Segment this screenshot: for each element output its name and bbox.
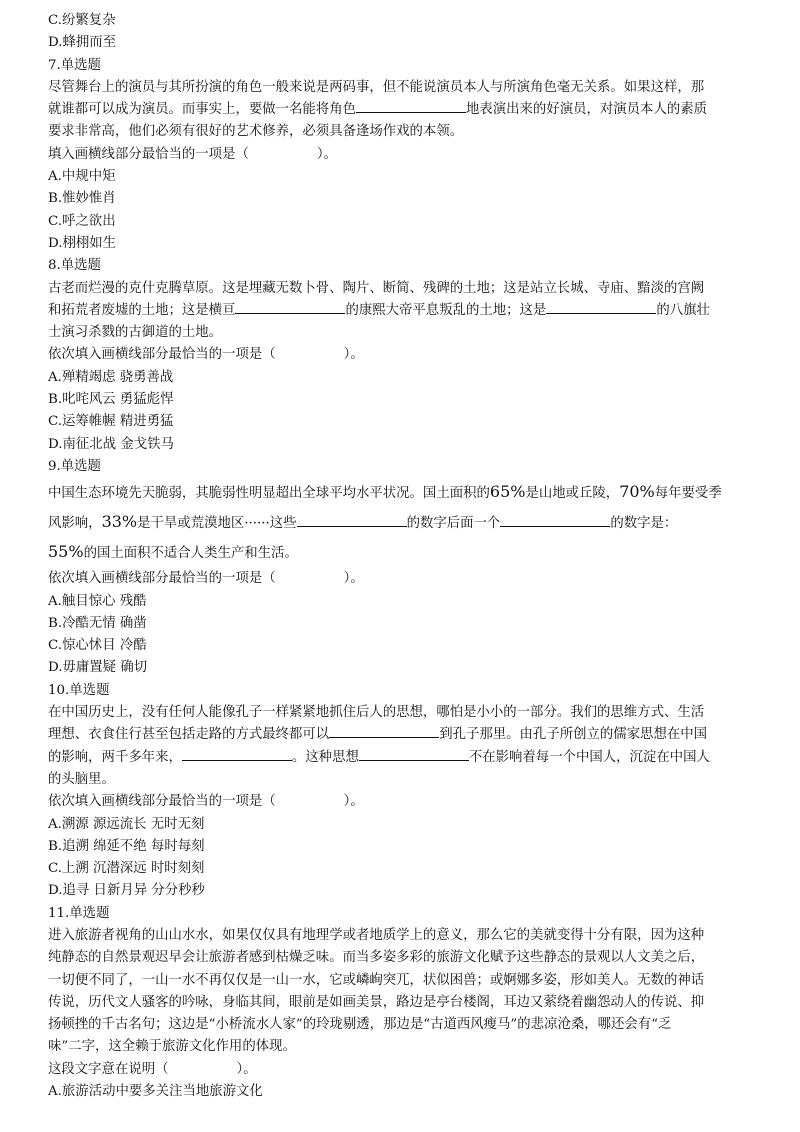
question-10-prompt: 依次填入画横线部分最恰当的一项是（ ）。: [48, 794, 364, 810]
option-a: A.中规中矩: [48, 169, 116, 185]
question-9-text-line: 风影响，33%是干旱或荒漠地区······这些 的数字后面一个 的数字是：: [48, 512, 678, 532]
option-a: A.旅游活动中要多关注当地旅游文化: [48, 1084, 263, 1100]
question-8-header: 8.单选题: [48, 258, 101, 274]
question-10-header: 10.单选题: [48, 682, 110, 698]
percent-value: 70%: [619, 482, 655, 502]
question-7-text-line: 要求非常高，他们必须有很好的艺术修养，必须具备逢场作戏的本领。: [48, 124, 464, 140]
question-11-header: 11.单选题: [48, 905, 110, 921]
question-11-text-line: 味”二字，这全赖于旅游文化作用的体现。: [48, 1039, 296, 1055]
percent-value: 33%: [101, 512, 138, 532]
answer-blank: [297, 514, 407, 527]
question-8-text-line: 和拓荒者废墟的土地；这是横亘 的康熙大帝平息叛乱的土地；这是 的八旗壮: [48, 302, 710, 318]
option-b: B.惟妙惟肖: [48, 191, 116, 207]
question-8-text-line: 士演习杀戮的古御道的土地。: [48, 325, 223, 341]
option-c: C.纷繁复杂: [48, 13, 116, 28]
question-10-text-line: 理想、衣食住行甚至包括走路的方式最终都可以 到孔子那里。由孔子所创立的儒家思想在中国: [48, 727, 708, 743]
question-11-text-line: 纯静态的自然景观迟早会让旅游者感到枯燥乏味。而当多姿多彩的旅游文化赋予这些静态的景观以人文美之后，: [48, 950, 705, 966]
question-7-text-line: 就谁都可以成为演员。而事实上，要做一名能将角色 地表演出来的好演员，对演员本人的素质: [48, 102, 708, 118]
answer-blank: [356, 100, 466, 113]
answer-blank: [235, 301, 345, 314]
question-11-text-line: 进入旅游者视角的山山水水，如果仅仅具有地理学或者地质学上的意义，那么它的美就变得十分有限，因为这种: [48, 927, 705, 943]
option-a: A.触目惊心 残酷: [48, 593, 147, 609]
option-b: B.追溯 绵延不绝 每时每刻: [48, 838, 205, 854]
question-8-prompt: 依次填入画横线部分最恰当的一项是（ ）。: [48, 347, 364, 363]
percent-value: 55%: [48, 542, 84, 562]
question-10-text-line: 的影响，两千多年来， 。这种思想 不在影响着每一个中国人，沉淀在中国人: [48, 749, 710, 765]
option-a: A.溯源 源远流长 无时无刻: [48, 816, 205, 832]
question-8-text-line: 古老而烂漫的克什克腾草原。这是埋藏无数卜骨、陶片、断简、残碑的土地；这是站立长城、寺庙、黯淡的宫阙: [48, 280, 705, 296]
question-7-text-line: 尽管舞台上的演员与其所扮演的角色一般来说是两码事，但不能说演员本人与所演角色毫无关系。如果这样，那: [48, 79, 705, 95]
question-11-text-line: 传说，历代文人骚客的吟咏，身临其间，眼前是如画美景，路边是亭台楼阁，耳边又萦绕着幽怨动人的传说、抑: [48, 994, 705, 1010]
question-7-header: 7.单选题: [48, 57, 101, 73]
option-c: C.呼之欲出: [48, 213, 116, 229]
question-10-text-line: 的头脑里。: [48, 771, 115, 787]
option-c: C.惊心怵目 冷酷: [48, 638, 147, 654]
option-d: D.毋庸置疑 确切: [48, 660, 148, 676]
option-c: C.上溯 沉潜深远 时时刻刻: [48, 861, 205, 877]
question-11-prompt: 这段文字意在说明（ ）。: [48, 1061, 257, 1077]
option-b: B.叱咤风云 勇猛彪悍: [48, 392, 174, 408]
percent-value: 65%: [489, 482, 526, 502]
option-c: C.运筹帷幄 精进勇猛: [48, 414, 174, 430]
option-d: D.蜂拥而至: [48, 35, 117, 51]
question-9-text-line: 55%的国土面积不适合人类生产和生活。: [48, 542, 298, 562]
question-9-prompt: 依次填入画横线部分最恰当的一项是（ ）。: [48, 571, 364, 587]
option-d: D.南征北战 金戈铁马: [48, 436, 174, 452]
answer-blank: [500, 514, 610, 527]
question-9-text-line: 中国生态环境先天脆弱，其脆弱性明显超出全球平均水平状况。国土面积的65%是山地或丘陵，70%每年要受季: [48, 482, 722, 502]
option-d: D.栩栩如生: [48, 235, 117, 251]
question-11-text-line: 一切便不同了，一山一水不再仅仅是一山一水，它或嶙峋突兀，状似困兽；或婀娜多姿，形如美人。无数的神话: [48, 972, 705, 988]
question-9-header: 9.单选题: [48, 458, 101, 474]
question-10-text-line: 在中国历史上，没有任何人能像孔子一样紧紧地抓住后人的思想，哪怕是小小的一部分。我们的思维方式、生活: [48, 705, 705, 721]
option-d: D.追寻 日新月异 分分秒秒: [48, 883, 205, 899]
question-7-prompt: 填入画横线部分最恰当的一项是（ ）。: [48, 146, 337, 162]
answer-blank: [182, 748, 292, 761]
answer-blank: [359, 748, 469, 761]
answer-blank: [329, 725, 439, 738]
answer-blank: [546, 301, 656, 314]
question-11-text-line: 扬顿挫的千古名句；这边是“小桥流水人家”的玲珑剔透，那边是“古道西风瘦马”的悲凉沧桑，哪还会有“乏: [48, 1017, 672, 1033]
option-b: B.冷酷无情 确凿: [48, 615, 147, 631]
option-a: A.殚精竭虑 骁勇善战: [48, 369, 174, 385]
